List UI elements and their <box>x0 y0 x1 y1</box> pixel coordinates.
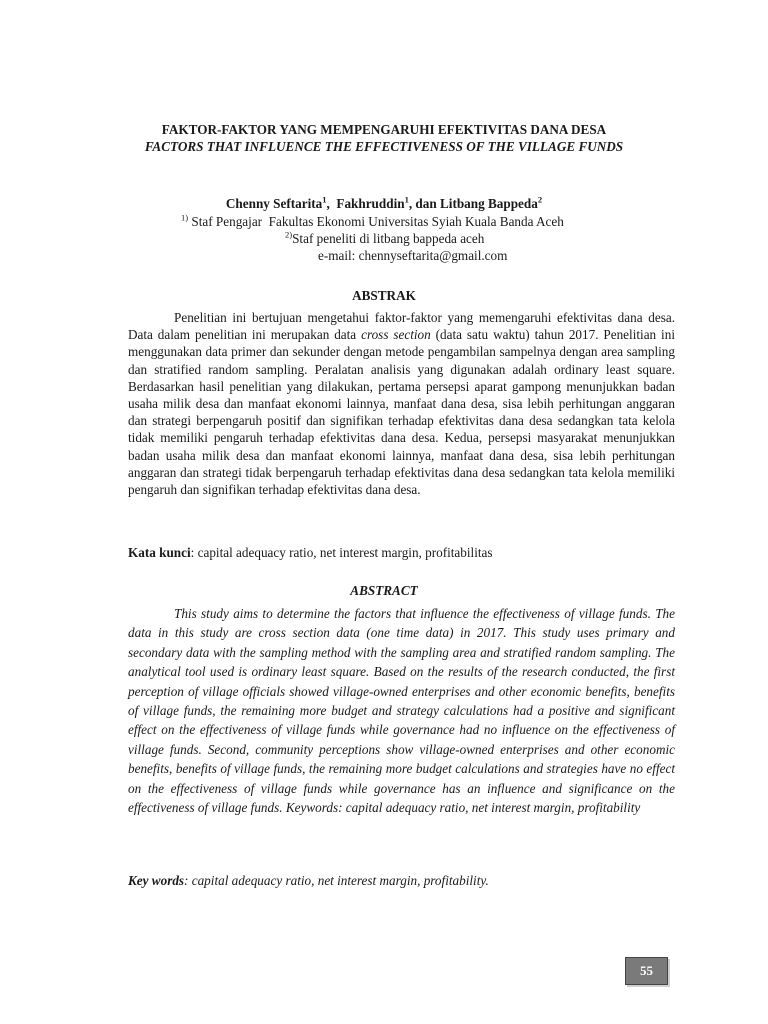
author-name: Fakhruddin <box>336 196 405 211</box>
abstrak-text-a: Penelitian ini bertujuan mengetahui faktor-faktor yang memengaruhi efektivitas dana desa. Data dalam penelitian ini merupakan data <box>128 310 675 343</box>
key-words <box>128 872 675 889</box>
abstract-body <box>128 604 675 817</box>
author-list <box>110 195 658 212</box>
abstrak-heading: ABSTRAK <box>352 288 416 303</box>
kata-kunci <box>128 544 675 561</box>
author-name: dan Litbang Bappeda <box>415 196 538 211</box>
abstract-heading: ABSTRACT <box>350 583 418 598</box>
abstrak-body <box>128 309 675 498</box>
affiliation-text: Staf peneliti di litbang bappeda aceh <box>292 231 485 246</box>
author-superscript: 1 <box>404 194 409 205</box>
affiliation-superscript: 2) <box>285 229 293 240</box>
paper-title <box>110 121 658 155</box>
author-separator: , <box>408 196 416 211</box>
key-words-label: Key words <box>128 873 185 888</box>
kata-kunci-label: Kata kunci <box>128 545 191 560</box>
affiliation-superscript: 1) <box>181 212 189 223</box>
affiliation-2 <box>285 230 484 247</box>
author-separator: , <box>326 196 337 211</box>
key-words-text: : capital adequacy ratio, net interest margin, profitability. <box>184 873 489 888</box>
abstrak-text-b: (data satu waktu) tahun 2017. Penelitian ini menggunakan data primer dan sekunder dengan metode pengambilan sampelnya dengan area sampling dan stratified random sampling. Peralatan analisis yang digunakan adalah ordinary least square. Berdasarkan hasil penelitian yang dilakukan, pertama persepsi aparat gampong menunjukkan badan usaha milik desa dan manfaat ekonomi lainnya, manfaat dana desa, sisa lebih perhitungan anggaran dan strategi berpengaruh positif dan signifikan terhadap efektivitas dana desa sedangkan tata kelola tidak memiliki pengaruh terhadap efektivitas dana desa. Kedua, persepsi masyarakat menunjukkan badan usaha milik desa dan manfaat ekonomi lainnya, manfaat dana desa, sisa lebih perhitungan anggaran dan strategi tidak berpengaruh terhadap efektivitas dana desa sedangkan tata kelola memiliki pengaruh dan signifikan terhadap efektivitas dana desa. <box>128 327 675 498</box>
title-english: FACTORS THAT INFLUENCE THE EFFECTIVENESS OF THE VILLAGE FUNDS <box>144 139 624 154</box>
kata-kunci-text: : capital adequacy ratio, net interest margin, profitabilitas <box>190 545 493 560</box>
affiliation-text: Staf Pengajar Fakultas Ekonomi Universitas Syiah Kuala Banda Aceh <box>188 214 564 229</box>
page-number-box <box>625 957 668 985</box>
abstrak-italic-term: cross section <box>361 327 431 343</box>
title-indonesian: FAKTOR-FAKTOR YANG MEMPENGARUHI EFEKTIVITAS DANA DESA <box>161 122 607 137</box>
author-email: e-mail: chennyseftarita@gmail.com <box>318 248 508 263</box>
author-superscript: 1 <box>322 194 327 205</box>
abstract-text: This study aims to determine the factors that influence the effectiveness of village funds. The data in this study are cross section data (one time data) in 2017. This study uses primary and secondary data with the sampling method with the sampling area and stratified random sampling. The analytical tool used is ordinary least square. Based on the results of the research conducted, the first perception of village officials showed village-owned enterprises and other economic benefits, benefits of village funds, the remaining more budget and strategy calculations had a positive and significant effect on the effectiveness of village funds while governance had no influence on the effectiveness of village funds. Second, community perceptions show village-owned enterprises and other economic benefits, benefits of village funds, the remaining more budget calculations and strategies have no effect on the effectiveness of village funds while governance has an influence and significance on the effectiveness of village funds. Keywords: capital adequacy ratio, net interest margin, profitability <box>128 606 675 816</box>
author-superscript: 2 <box>537 194 543 205</box>
affiliation-1 <box>181 213 564 230</box>
author-name: Chenny Seftarita <box>225 196 323 211</box>
page-number: 55 <box>640 963 653 978</box>
